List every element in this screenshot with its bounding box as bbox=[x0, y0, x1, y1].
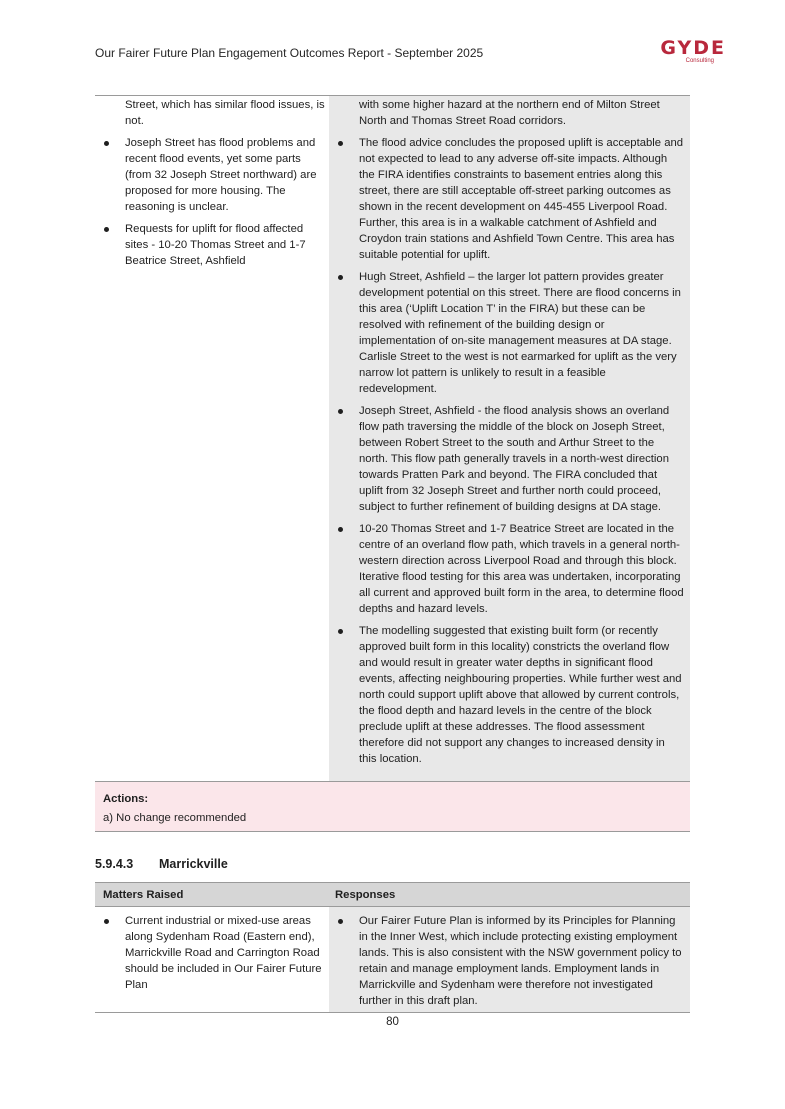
matters-list bbox=[95, 913, 329, 993]
table-row bbox=[95, 907, 690, 1013]
matters-raised-cell bbox=[95, 907, 329, 1012]
actions-box bbox=[95, 781, 690, 832]
list-item bbox=[329, 269, 684, 397]
section-title: Marrickville bbox=[159, 857, 228, 871]
table-row bbox=[95, 96, 690, 782]
actions-label: Actions: bbox=[103, 793, 149, 805]
list-item-text: Requests for uplift for flood affected sites - 10-20 Thomas Street and 1-7 Beatrice Street, Ashfield bbox=[125, 223, 306, 267]
matter-continued-text: Street, which has similar flood issues, is not. bbox=[125, 99, 325, 127]
list-item bbox=[329, 913, 684, 1009]
bullet-icon bbox=[338, 409, 343, 414]
list-item bbox=[329, 135, 684, 263]
section-heading bbox=[95, 857, 228, 871]
bullet-icon bbox=[104, 227, 109, 232]
flood-matters-table bbox=[95, 95, 690, 782]
logo-subtitle: Consulting bbox=[685, 58, 714, 64]
bullet-icon bbox=[338, 275, 343, 280]
page-number: 80 bbox=[386, 1016, 399, 1028]
bullet-icon bbox=[338, 629, 343, 634]
bullet-icon bbox=[338, 919, 343, 924]
marrickville-table bbox=[95, 882, 690, 1013]
list-item-text: Joseph Street, Ashfield - the flood analysis shows an overland flow path traversing the middle of the block on Joseph Street, between Robert Street to the south and Arthur Street to the north. This flow path generally travels in a north-west direction towards Pratten Park and beyond. The FIRA concluded that uplift from 32 Joseph Street and further north could proceed, subject to further refinement of building designs at DA stage. bbox=[359, 405, 670, 513]
response-continued-text: with some higher hazard at the northern end of Milton Street North and Thomas Street Road corridors. bbox=[359, 99, 660, 127]
responses-cell bbox=[329, 96, 690, 782]
list-item bbox=[329, 521, 684, 617]
list-item bbox=[95, 913, 329, 993]
list-item-text: Joseph Street has flood problems and recent flood events, yet some parts (from 32 Joseph Street northward) are proposed for more housing. The reasoning is unclear. bbox=[125, 137, 317, 213]
list-item-text: Current industrial or mixed-use areas along Sydenham Road (Eastern end), Marrickville Road and Carrington Road should be included in Our Fairer Future Plan bbox=[125, 915, 322, 991]
list-item-text: Hugh Street, Ashfield – the larger lot pattern provides greater development potential on this street. There are flood concerns in this area (‘Uplift Location T’ in the FIRA) but these can be resolved with refinement of the building design or implementation of on-site management measures at DA stage. Carlisle Street to the west is not earmarked for uplift as the very narrow lot pattern is unlikely to result in a feasible redevelopment. bbox=[359, 271, 681, 395]
actions-text: a) No change recommended bbox=[103, 812, 247, 824]
list-item-text: The modelling suggested that existing built form (or recently approved built form in this locality) constricts the overland flow and would result in greater water depths in significant flood events, affecting neighbouring properties. While further west and north could support uplift above that allowed by current controls, the flood depth and hazard levels in the centre of the block preclude uplift at these addresses. The flood assessment therefore did not support any changes to increased density in this location. bbox=[359, 625, 682, 765]
bullet-icon bbox=[104, 919, 109, 924]
section-number: 5.9.4.3 bbox=[95, 857, 134, 871]
list-item bbox=[95, 221, 329, 269]
matters-raised-cell bbox=[95, 96, 329, 782]
bullet-icon bbox=[338, 141, 343, 146]
list-item bbox=[329, 623, 684, 767]
logo-wordmark: GYDE bbox=[660, 37, 726, 59]
header-matters-raised: Matters Raised bbox=[103, 888, 184, 901]
responses-cell bbox=[329, 907, 690, 1012]
header-responses: Responses bbox=[335, 888, 396, 901]
responses-list bbox=[329, 913, 684, 1009]
table-header bbox=[95, 882, 690, 907]
list-item-text: 10-20 Thomas Street and 1-7 Beatrice Street are located in the centre of an overland flow path, which travels in a general north-western direction across Liverpool Road and through this block. Iterative flood testing for this area was undertaken, incorporating all current and approved built form in the area, to determine flood depths and hazard levels. bbox=[359, 523, 684, 615]
list-item-text: The flood advice concludes the proposed uplift is acceptable and not expected to lead to any adverse off-site impacts. Although the FIRA identifies constraints to basement entries along this street, there are still acceptable off-street parking outcomes as shown in the recent development on 445-455 Liverpool Road. Further, this area is in a walkable catchment of Ashfield and Croydon train stations and Ashfield Town Centre. This area has suitable potential for uplift. bbox=[359, 137, 684, 261]
report-header-title: Our Fairer Future Plan Engagement Outcomes Report - September 2025 bbox=[95, 46, 484, 60]
gyde-logo bbox=[636, 38, 726, 65]
bullet-icon bbox=[338, 527, 343, 532]
list-item bbox=[95, 135, 329, 215]
list-item bbox=[329, 403, 684, 515]
matters-list bbox=[95, 135, 329, 269]
bullet-icon bbox=[104, 141, 109, 146]
list-item-text: Our Fairer Future Plan is informed by its Principles for Planning in the Inner West, which include protecting existing employment lands. This is also consistent with the NSW government policy to retain and manage employment lands. Employment lands in Marrickville and Sydenham were therefore not investigated further in this draft plan. bbox=[359, 915, 682, 1007]
responses-list bbox=[329, 135, 684, 767]
